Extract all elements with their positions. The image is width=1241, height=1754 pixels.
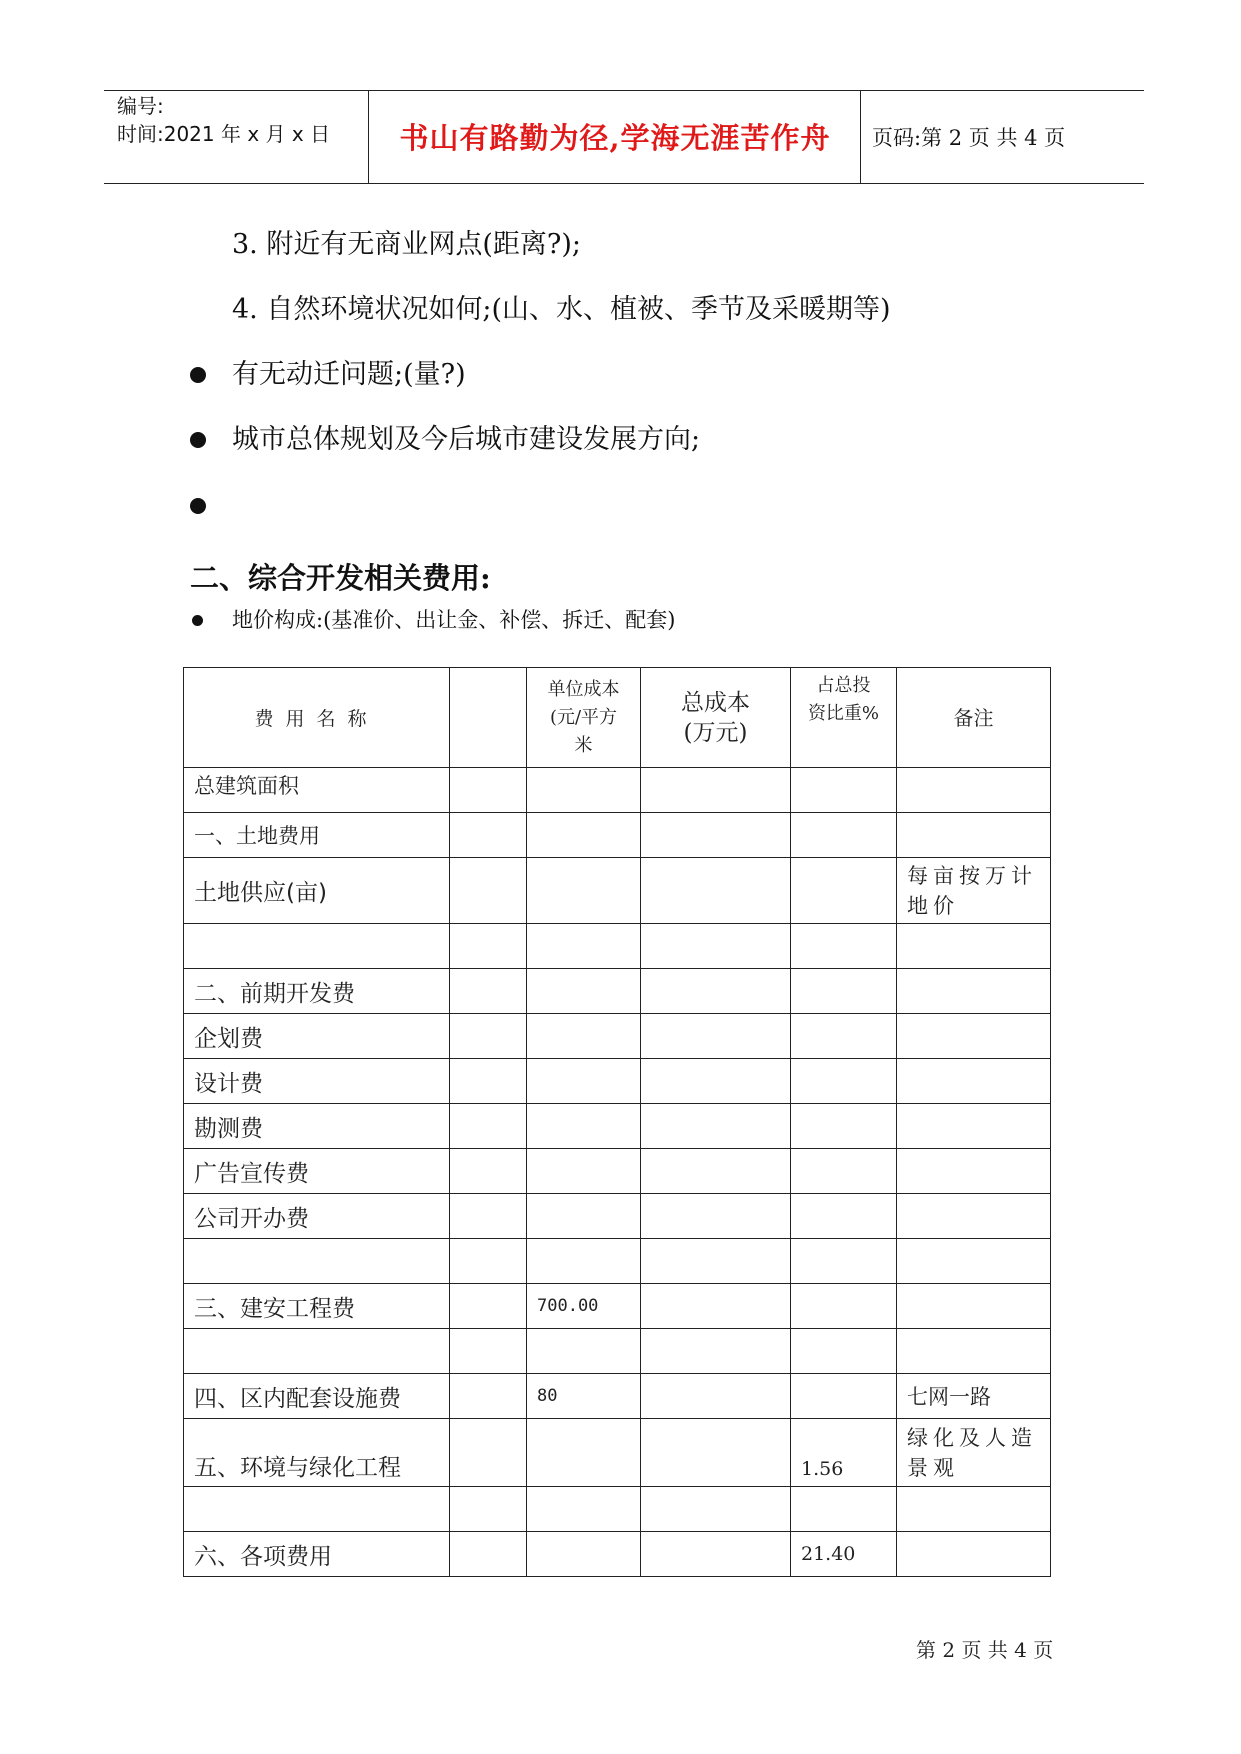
row-remark-cell (897, 1239, 1051, 1284)
row-name-cell: 总建筑面积 (184, 768, 450, 813)
row-total-cell (641, 1194, 791, 1239)
header-ratio-cell (791, 668, 897, 768)
bullet-icon (190, 432, 206, 448)
row-ratio-cell: 1.56 (791, 1419, 897, 1487)
row-blank-cell (450, 1059, 527, 1104)
table-row (184, 1014, 1051, 1059)
row-blank-cell (450, 1419, 527, 1487)
row-remark-cell (897, 1059, 1051, 1104)
row-name-cell (184, 1329, 450, 1374)
table-row (184, 1194, 1051, 1239)
bullet-item-relocation: 有无动迁问题;(量?) (232, 359, 466, 390)
table-row (184, 858, 1051, 924)
row-total-cell (641, 1532, 791, 1577)
row-ratio-cell (791, 1284, 897, 1329)
row-total-cell (641, 924, 791, 969)
row-unit-cell (527, 1487, 641, 1532)
row-name-cell: 勘测费 (184, 1104, 450, 1149)
row-total-cell (641, 1419, 791, 1487)
row-remark-cell (897, 924, 1051, 969)
row-name-cell: 三、建安工程费 (184, 1284, 450, 1329)
row-ratio-cell (791, 813, 897, 858)
row-ratio-cell (791, 924, 897, 969)
row-ratio-cell (791, 1487, 897, 1532)
row-blank-cell (450, 768, 527, 813)
header-divider-left (368, 90, 369, 183)
row-ratio-cell (791, 1149, 897, 1194)
row-ratio-cell (791, 1374, 897, 1419)
row-unit-cell: 700.00 (527, 1284, 641, 1329)
table-row (184, 924, 1051, 969)
row-total-cell (641, 969, 791, 1014)
row-ratio-cell (791, 1329, 897, 1374)
row-unit-cell (527, 1014, 641, 1059)
header-divider-right (860, 90, 861, 183)
row-ratio-cell: 21.40 (791, 1532, 897, 1577)
row-blank-cell (450, 969, 527, 1014)
row-remark-cell (897, 1014, 1051, 1059)
header-motto: 书山有路勤为径,学海无涯苦作舟 (399, 121, 831, 155)
row-blank-cell (450, 924, 527, 969)
header-page-info: 页码:第 2 页 共 4 页 (872, 126, 1066, 150)
row-name-cell (184, 1239, 450, 1284)
row-total-cell (641, 1329, 791, 1374)
header-remark-cell: 备注 (897, 668, 1051, 768)
header-total-cost-line1: 总成本 (681, 689, 750, 716)
header-top-rule (104, 90, 1144, 91)
bullet-icon (190, 367, 206, 383)
table-row (184, 1059, 1051, 1104)
row-blank-cell (450, 1532, 527, 1577)
row-name-cell: 公司开办费 (184, 1194, 450, 1239)
row-remark-cell (897, 1149, 1051, 1194)
header-total-cost-line2: (万元) (683, 719, 748, 746)
table-row (184, 1487, 1051, 1532)
header-total-cost-cell (641, 668, 791, 768)
table-row (184, 1239, 1051, 1284)
row-remark-cell: 每亩按万计地价 (897, 858, 1051, 924)
row-blank-cell (450, 1487, 527, 1532)
row-ratio-cell (791, 768, 897, 813)
header-time-label: 时间:2021 年 x 月 x 日 (117, 122, 331, 146)
header-bottom-rule (104, 183, 1144, 184)
row-ratio-cell (791, 1014, 897, 1059)
row-total-cell (641, 1104, 791, 1149)
row-blank-cell (450, 858, 527, 924)
row-remark-cell (897, 1329, 1051, 1374)
row-blank-cell (450, 1374, 527, 1419)
row-blank-cell (450, 813, 527, 858)
table-row (184, 1104, 1051, 1149)
row-total-cell (641, 1284, 791, 1329)
row-name-cell: 企划费 (184, 1014, 450, 1059)
row-blank-cell (450, 1194, 527, 1239)
row-blank-cell (450, 1329, 527, 1374)
row-unit-cell (527, 768, 641, 813)
row-remark-cell: 绿化及人造景观 (897, 1419, 1051, 1487)
bullet-icon (190, 498, 206, 514)
row-total-cell (641, 1014, 791, 1059)
row-name-cell (184, 1487, 450, 1532)
footer-page-number: 第 2 页 共 4 页 (916, 1638, 1054, 1662)
row-remark-cell (897, 1194, 1051, 1239)
row-unit-cell (527, 858, 641, 924)
row-name-cell: 六、各项费用 (184, 1532, 450, 1577)
row-unit-cell (527, 1239, 641, 1284)
row-remark-cell (897, 969, 1051, 1014)
row-blank-cell (450, 1014, 527, 1059)
section-title: 二、综合开发相关费用: (190, 561, 491, 595)
table-row (184, 969, 1051, 1014)
row-total-cell (641, 1239, 791, 1284)
row-blank-cell (450, 1104, 527, 1149)
table-header-row (184, 668, 1051, 768)
row-ratio-cell (791, 1104, 897, 1149)
bullet-item-urban-plan: 城市总体规划及今后城市建设发展方向; (232, 424, 701, 455)
row-name-cell (184, 924, 450, 969)
row-unit-cell (527, 969, 641, 1014)
table-row (184, 1374, 1051, 1419)
table-row (184, 1532, 1051, 1577)
bullet-icon (192, 615, 203, 626)
row-unit-cell: 80 (527, 1374, 641, 1419)
row-name-cell: 广告宣传费 (184, 1149, 450, 1194)
row-unit-cell (527, 813, 641, 858)
header-blank-cell (450, 668, 527, 768)
row-ratio-cell (791, 1059, 897, 1104)
table-row (184, 1149, 1051, 1194)
cost-table (183, 667, 1051, 1577)
row-remark-cell (897, 1487, 1051, 1532)
row-blank-cell (450, 1239, 527, 1284)
row-remark-cell (897, 1284, 1051, 1329)
row-unit-cell (527, 1149, 641, 1194)
header-number-label: 编号: (117, 94, 164, 118)
row-unit-cell (527, 1329, 641, 1374)
header-unit-cost-line1: 单位成本 (547, 678, 620, 700)
row-ratio-cell (791, 1239, 897, 1284)
row-unit-cell (527, 924, 641, 969)
row-ratio-cell (791, 1194, 897, 1239)
row-name-cell: 二、前期开发费 (184, 969, 450, 1014)
row-total-cell (641, 1149, 791, 1194)
row-unit-cell (527, 1104, 641, 1149)
row-blank-cell (450, 1284, 527, 1329)
header-name-cell: 费用名称 (184, 668, 450, 768)
list-item-3: 3. 附近有无商业网点(距离?); (232, 229, 581, 260)
row-unit-cell (527, 1194, 641, 1239)
row-remark-cell (897, 1104, 1051, 1149)
table-row (184, 813, 1051, 858)
row-unit-cell (527, 1532, 641, 1577)
row-total-cell (641, 813, 791, 858)
row-blank-cell (450, 1149, 527, 1194)
header-ratio-line2: 资比重% (807, 703, 880, 724)
header-unit-cost-line2: (元/平方 (549, 706, 618, 728)
row-total-cell (641, 1374, 791, 1419)
row-ratio-cell (791, 969, 897, 1014)
row-unit-cell (527, 1419, 641, 1487)
row-total-cell (641, 1059, 791, 1104)
row-total-cell (641, 1487, 791, 1532)
header-ratio-line1: 占总投 (816, 675, 871, 696)
table-row (184, 1419, 1051, 1487)
row-total-cell (641, 768, 791, 813)
table-row (184, 1284, 1051, 1329)
list-item-4: 4. 自然环境状况如何;(山、水、植被、季节及采暖期等) (232, 294, 891, 325)
land-price-note: 地价构成:(基准价、出让金、补偿、拆迁、配套) (232, 608, 676, 632)
row-total-cell (641, 858, 791, 924)
header-unit-cost-cell (527, 668, 641, 768)
row-ratio-cell (791, 858, 897, 924)
header-unit-cost-line3: 米 (574, 734, 593, 756)
row-name-cell: 四、区内配套设施费 (184, 1374, 450, 1419)
row-unit-cell (527, 1059, 641, 1104)
row-name-cell: 五、环境与绿化工程 (184, 1419, 450, 1487)
row-remark-cell: 七网一路 (897, 1374, 1051, 1419)
row-name-cell: 一、土地费用 (184, 813, 450, 858)
table-row (184, 768, 1051, 813)
table-row (184, 1329, 1051, 1374)
row-remark-cell (897, 813, 1051, 858)
row-remark-cell (897, 1532, 1051, 1577)
row-remark-cell (897, 768, 1051, 813)
row-name-cell: 土地供应(亩) (184, 858, 450, 924)
row-name-cell: 设计费 (184, 1059, 450, 1104)
